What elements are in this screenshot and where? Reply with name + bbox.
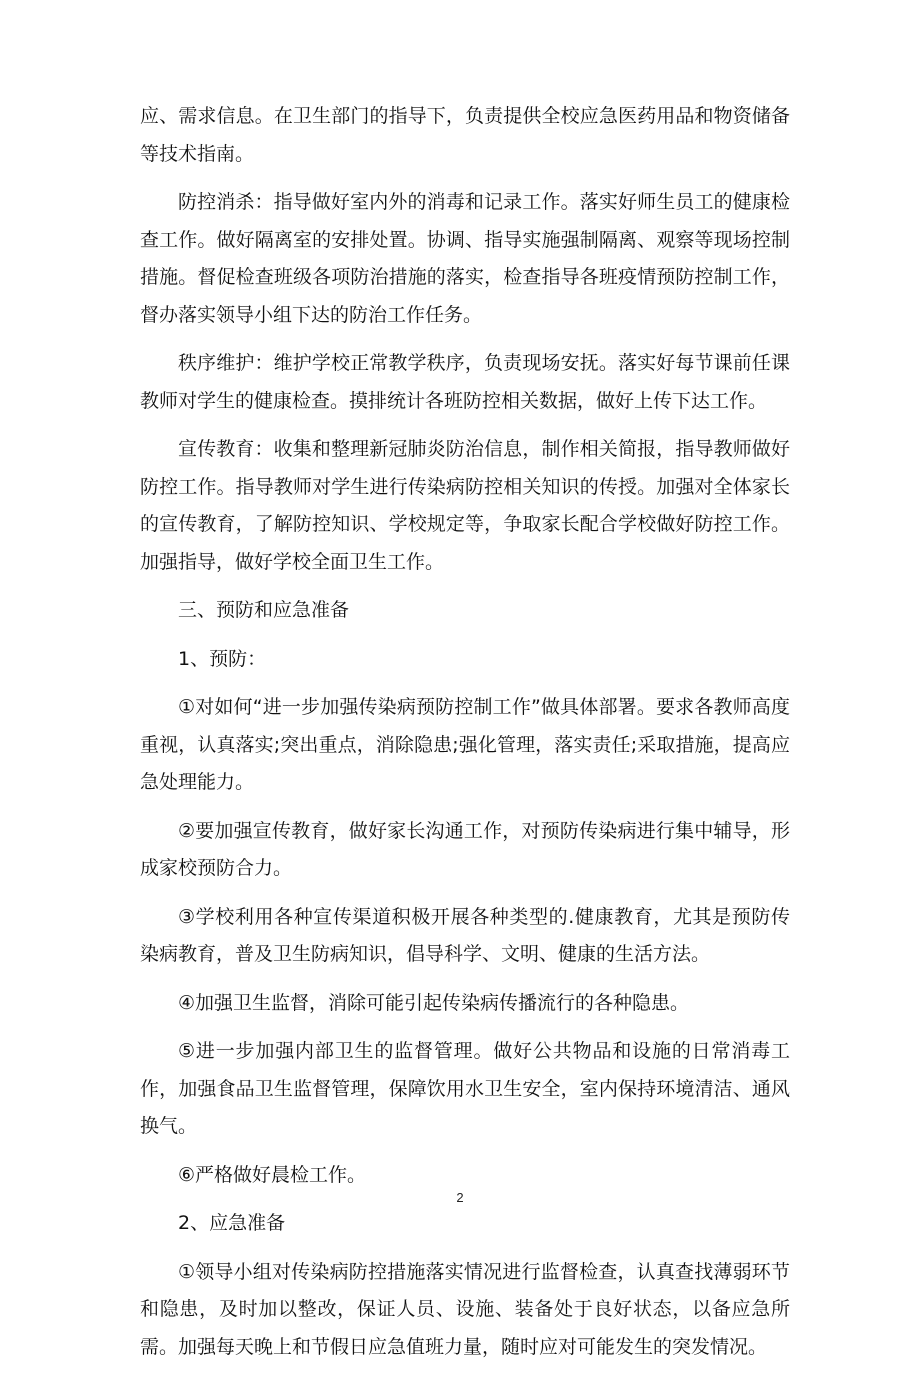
subheading-prevention: 1、预防： — [178, 647, 267, 670]
list-item-4: ④加强卫生监督，消除可能引起传染病传播流行的各种隐患。 — [178, 991, 690, 1014]
emergency-item-1: ①领导小组对传染病防控措施落实情况进行监督检查，认真查找薄弱环节和隐患，及时加以整改，保证人员、设施、装备处于良好状态，以备应急所需。加强每天晚上和节假日应急值班力量，随时应对可能发生的突发情况。 — [140, 1260, 790, 1358]
list-item-3: ③学校利用各种宣传渠道积极开展各种类型的.健康教育，尤其是预防传染病教育，普及卫生防病知识，倡导科学、文明、健康的生活方法。 — [140, 905, 790, 965]
paragraph-disinfection: 防控消杀：指导做好室内外的消毒和记录工作。落实好师生员工的健康检查工作。做好隔离室的安排处置。协调、指导实施强制隔离、观察等现场控制措施。督促检查班级各项防治措施的落实，检查指导各班疫情预防控制工作，督办落实领导小组下达的防治工作任务。 — [140, 191, 790, 326]
list-item-2: ②要加强宣传教育，做好家长沟通工作，对预防传染病进行集中辅导，形成家校预防合力。 — [140, 819, 790, 879]
list-item-6: ⑥严格做好晨检工作。 — [178, 1163, 367, 1186]
list-item-5: ⑤进一步加强内部卫生的监督管理。做好公共物品和设施的日常消毒工作，加强食品卫生监督管理，保障饮用水卫生安全，室内保持环境清洁、通风换气。 — [140, 1040, 790, 1137]
paragraph-publicity-education: 宣传教育：收集和整理新冠肺炎防治信息，制作相关简报，指导教师做好防控工作。指导教师对学生进行传染病防控相关知识的传授。加强对全体家长的宣传教育，了解防控知识、学校规定等，争取家长配合学校做好防控工作。加强指导，做好学校全面卫生工作。 — [140, 438, 790, 573]
subheading-emergency-preparation: 2、应急准备 — [178, 1212, 286, 1234]
paragraph-1: 应、需求信息。在卫生部门的指导下，负责提供全校应急医药用品和物资储备等技术指南。 — [140, 105, 790, 165]
section-heading-prevention: 三、预防和应急准备 — [178, 599, 350, 621]
page-number: 2 — [456, 1190, 464, 1205]
paragraph-order-maintenance: 秩序维护：维护学校正常教学秩序，负责现场安抚。落实好每节课前任课教师对学生的健康检查。摸排统计各班防控相关数据，做好上传下达工作。 — [140, 352, 790, 412]
document-body — [140, 98, 790, 1377]
list-item-1: ①对如何“进一步加强传染病预防控制工作”做具体部署。要求各教师高度重视，认真落实;突出重点，消除隐患;强化管理，落实责任;采取措施，提高应急处理能力。 — [140, 696, 790, 793]
